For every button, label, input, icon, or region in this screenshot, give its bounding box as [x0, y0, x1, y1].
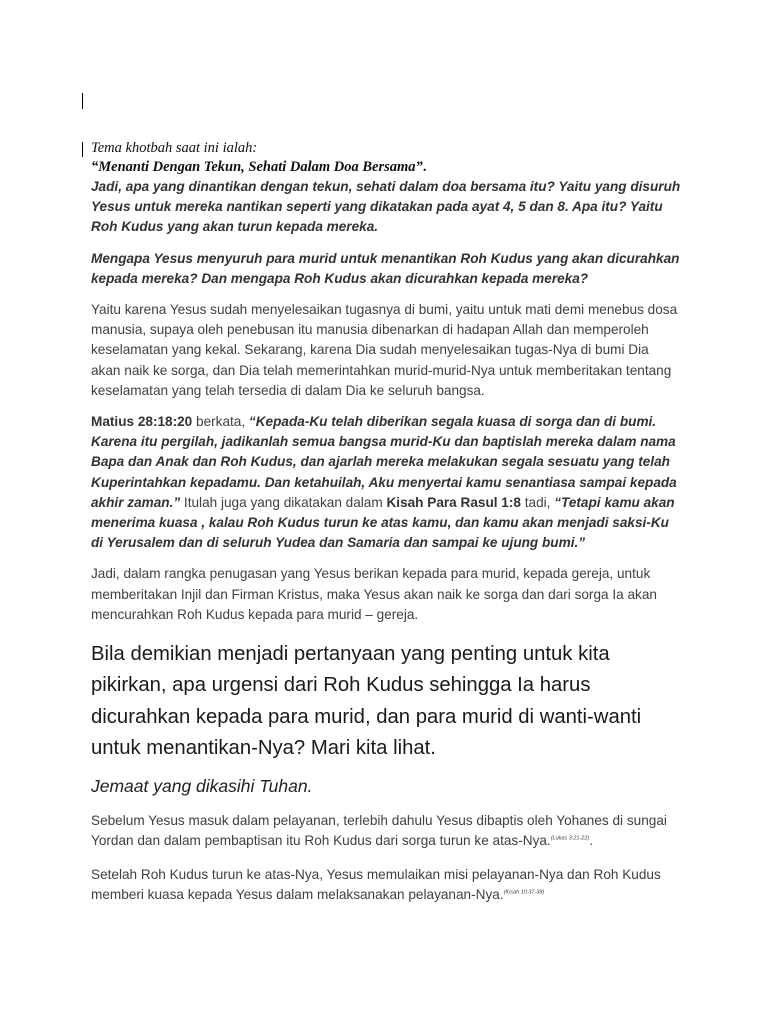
quote-kisah: “Tetapi kamu akan menerima kuasa , kalau Roh Kudus turun ke atas kamu, dan kamu akan menjadi saksi-Ku di Yerusalem dan di seluruh Yudea dan Samaria dan sampai ke ujung bumi.” [91, 494, 675, 551]
p2-text-3: tadi, [520, 494, 555, 510]
paragraph-4 [91, 811, 681, 851]
theme-title: “Menanti Dengan Tekun, Sehati Dalam Doa Bersama” [91, 159, 423, 175]
question-paragraph-1: Jadi, apa yang dinantikan dengan tekun, sehati dalam doa bersama itu? Yaitu yang disuruh Yesus untuk mereka nantikan seperti yang dikatakan pada ayat 4, 5 dan 8. Apa itu? Yaitu Roh Kudus yang akan turun kepada mereka. [91, 179, 681, 235]
paragraph-5 [91, 865, 681, 905]
theme-title-end: . [422, 159, 427, 175]
theme-intro: Tema khotbah saat ini ialah: [91, 140, 258, 156]
text-cursor [82, 93, 83, 109]
p2-text-2: Itulah juga yang dikatakan dalam [180, 494, 387, 510]
bible-ref-kisah: Kisah Para Rasul 1:8 [386, 494, 521, 510]
big-question-heading: Bila demikian menjadi pertanyaan yang penting untuk kita pikirkan, apa urgensi dari Roh Kudus sehingga Ia harus dicurahkan kepada para murid, dan para murid di wanti-wanti untuk menantikan-Nya? Mari kita lihat. [91, 643, 642, 759]
text-cursor [82, 142, 83, 157]
paragraph-2 [91, 412, 681, 553]
p4-end: . [589, 833, 594, 849]
p4-footnote-ref: (Lukas 3:21-22) [550, 835, 590, 842]
document-body [91, 139, 681, 905]
p5-footnote-ref: (Kisah 10:37-38) [503, 889, 545, 896]
p2-text-1: berkata, [192, 414, 249, 430]
greeting-line: Jemaat yang dikasihi Tuhan. [91, 776, 313, 797]
p5-text: Setelah Roh Kudus turun ke atas-Nya, Yesus memulaikan misi pelayanan-Nya dan Roh Kudus memberi kuasa kepada Yesus dalam melaksanakan pelayanan-Nya. [91, 866, 661, 902]
paragraph-3: Jadi, dalam rangka penugasan yang Yesus berikan kepada para murid, kepada gereja, untuk memberitakan Injil dan Firman Kristus, maka Yesus akan naik ke sorga dan dari sorga Ia akan mencurahkan Roh Kudus kepada para murid – gereja. [91, 566, 657, 622]
p4-text: Sebelum Yesus masuk dalam pelayanan, terlebih dahulu Yesus dibaptis oleh Yohanes di sungai Yordan dan dalam pembaptisan itu Roh Kudus dari sorga turun ke atas-Nya. [91, 813, 667, 849]
quote-matius: “Kepada-Ku telah diberikan segala kuasa di sorga dan di bumi. Karena itu pergilah, jadikanlah semua bangsa murid-Ku dan baptislah mereka dalam nama Bapa dan Anak dan Roh Kudus, dan ajarlah mereka melakukan segala sesuatu yang telah Kuperintahkan kepadamu. Dan ketahuilah, Aku menyertai kamu senantiasa sampai kepada akhir zaman.” [91, 414, 677, 510]
question-paragraph-2: Mengapa Yesus menyuruh para murid untuk menantikan Roh Kudus yang akan dicurahkan kepada mereka? Dan mengapa Roh Kudus akan dicurahkan kepada mereka? [91, 250, 680, 286]
paragraph-1: Yaitu karena Yesus sudah menyelesaikan tugasnya di bumi, yaitu untuk mati demi menebus dosa manusia, supaya oleh penebusan itu manusia dibenarkan di hadapan Allah dan memperoleh keselamatan yang kekal. Sekarang, karena Dia sudah menyelesaikan tugas-Nya di bumi Dia akan naik ke sorga, dan Dia telah memerintahkan murid-murid-Nya untuk memberitakan tentang keselamatan yang telah tersedia di dalam Dia ke seluruh bangsa. [91, 302, 678, 398]
bible-ref-matius: Matius 28:18:20 [91, 414, 193, 430]
theme-title-line [91, 158, 681, 177]
